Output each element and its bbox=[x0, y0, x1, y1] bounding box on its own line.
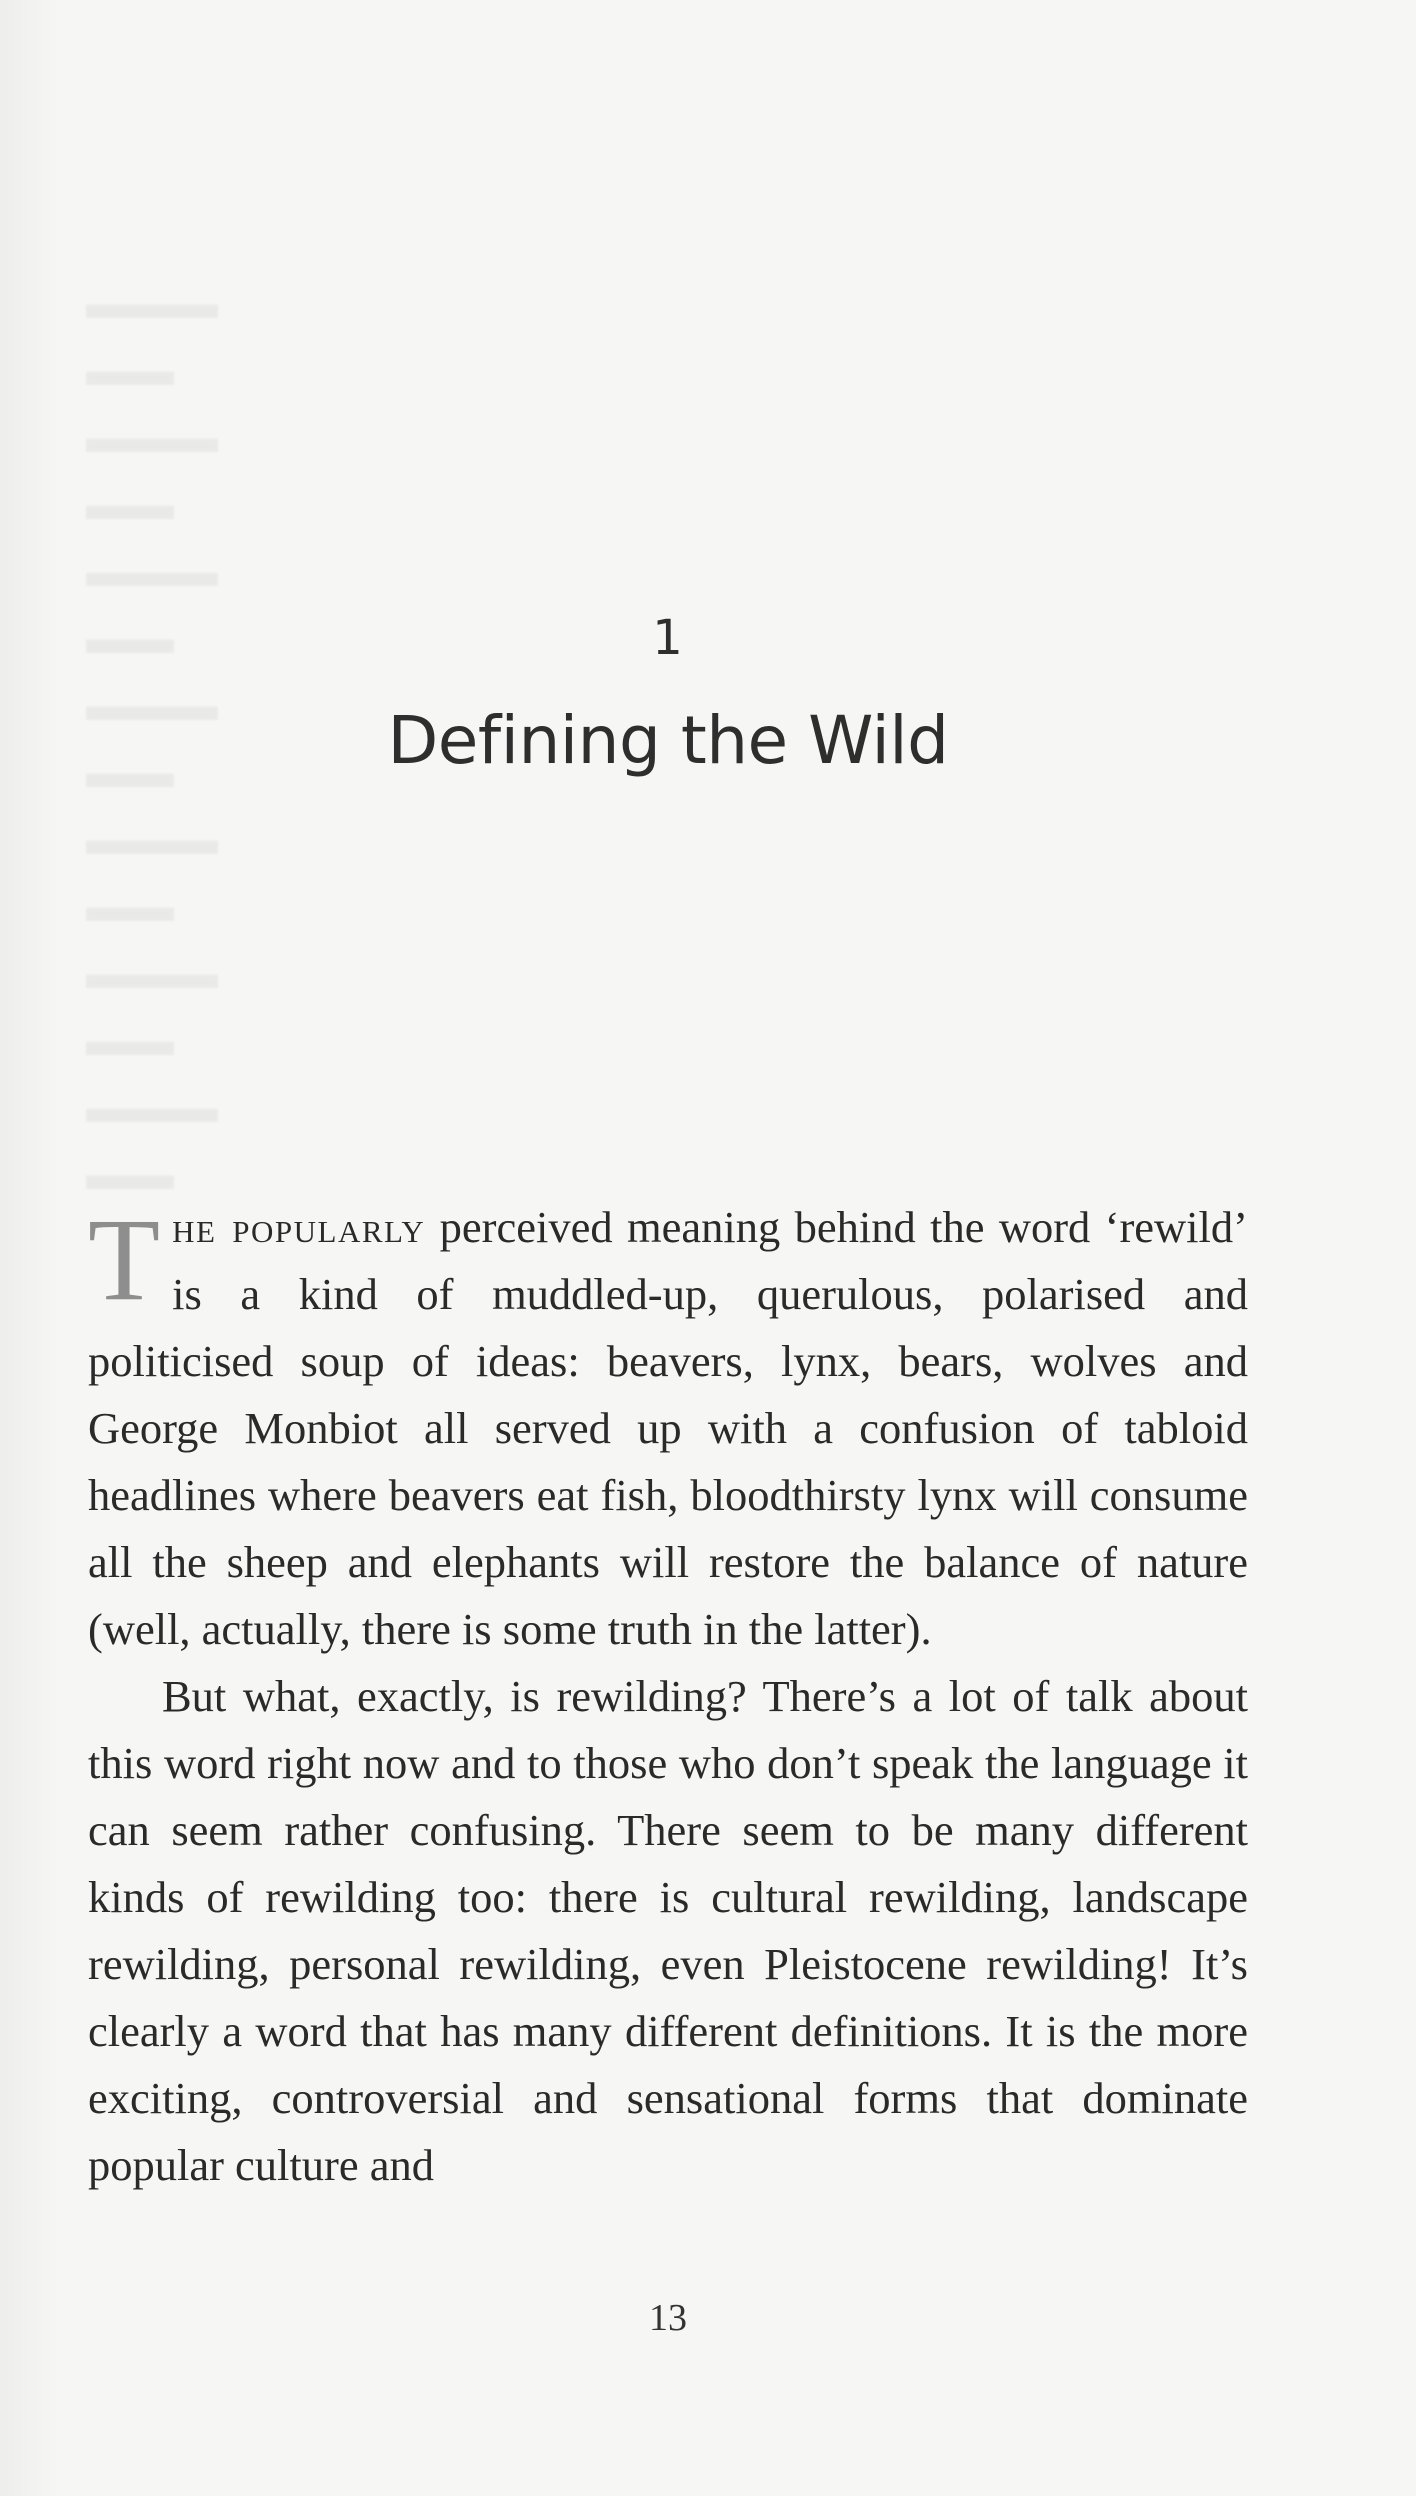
paragraph-first-text: perceived meaning behind the word ‘rewild’ is a kind of muddled-up, querulous, polarised and politicised soup of ideas: beavers, lynx, bears, wolves and George Monbiot all served up with a confusion of tabloid headlines where beavers eat fish, bloodthirsty lynx will consume all the sheep and elephants will restore the balance of nature (well, actually, there is some truth in the latter). bbox=[88, 1202, 1248, 1654]
page-number: 13 bbox=[649, 2297, 687, 2339]
paragraph-second: But what, exactly, is rewilding? There’s a lot of talk about this word right now and to those who don’t speak the language it can seem rather confusing. There seem to be many different kinds of rewilding too: there is cultural rewilding, landscape rewilding, personal rewilding, even Pleistocene rewilding! It’s clearly a word that has many different definitions. It is the more exciting, controversial and sensational forms that dominate popular culture and bbox=[88, 1671, 1248, 2190]
lead-in-small-caps: he popularly bbox=[172, 1202, 426, 1252]
drop-cap: T bbox=[88, 1194, 161, 1325]
paragraph-first bbox=[88, 1194, 1248, 1663]
chapter-body bbox=[88, 1194, 1248, 2199]
chapter-title: Defining the Wild bbox=[387, 702, 949, 779]
show-through-text: ▬▬▬ ▬▬ ▬▬▬ ▬▬ ▬▬▬ ▬▬ ▬▬▬ ▬▬ ▬▬▬ ▬▬ ▬▬▬ ▬▬ ▬▬▬ ▬▬ bbox=[86, 279, 218, 1199]
page-edge-shadow bbox=[0, 0, 60, 2496]
chapter-number: 1 bbox=[652, 610, 684, 666]
